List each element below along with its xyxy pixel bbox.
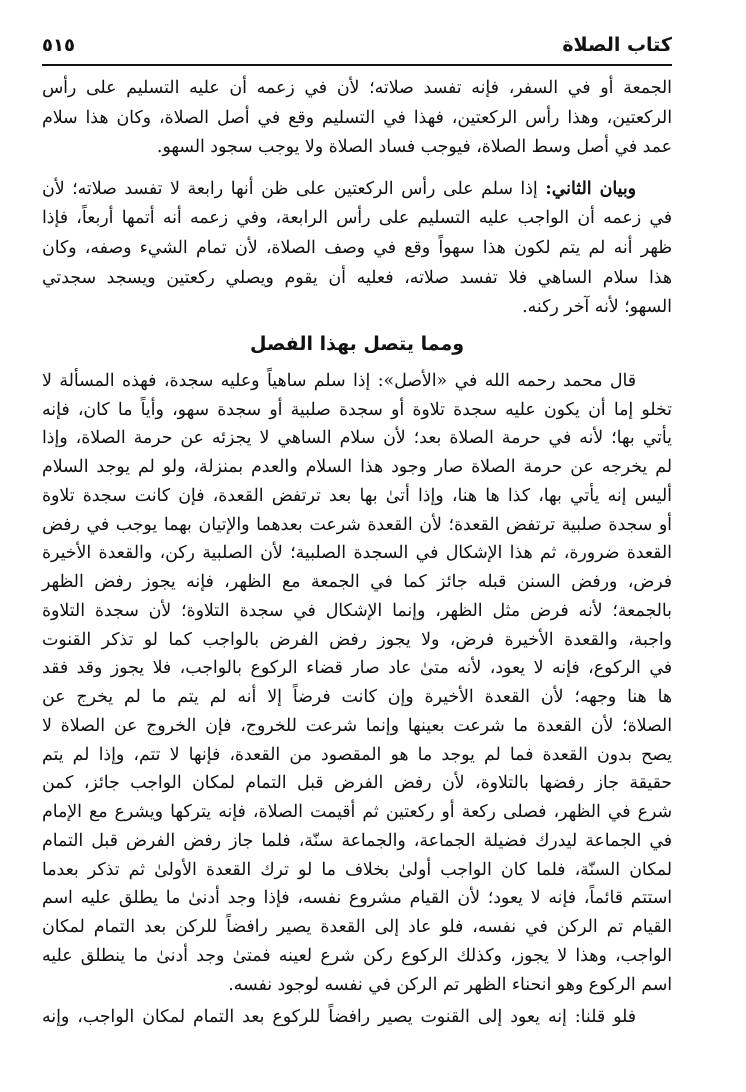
text-line: أو سجدة صلبية ترتفض القعدة؛ لأن القعدة شرعت بعدهما والإتيان بهما يوجب في رفض bbox=[42, 514, 672, 535]
text-line: فلو قلنا: إنه يعود إلى القنوت يصير رافضاً للركوع بعد التمام لمكان الواجب، وإنه bbox=[42, 1007, 636, 1028]
text-line: لم يخرجه عن حرمة الصلاة صار وجود هذا السلام والعدم بمنزلة، ولو لم يوجد السلام bbox=[42, 457, 672, 477]
text-line: فرض، ورفض السنن قبله جائز كما في الجمعة مع الظهر، فإنه يجوز رفض الظهر bbox=[42, 572, 672, 592]
text-line: ها هنا وجهه؛ لأن القعدة الأخيرة وإن كانت فرضاً إلا أنه لم يتم ما لم يخرج عن bbox=[42, 687, 672, 707]
text-line: لمكان السنّة، فلما كان الواجب أولىٰ بخلاف ما لو ترك القعدة الأولىٰ ثم تذكر بعدما bbox=[42, 859, 672, 880]
text-line: يصح بدون القعدة فما لم يوجد ما هو المقصود من القعدة، فإنها لا تتم، وإذا لم يتم bbox=[42, 744, 672, 765]
text-line: الركعتين، وهذا رأس الركعتين، فهذا في التسليم وقع في أصل الصلاة، وكان هذا سلام bbox=[42, 107, 672, 128]
text-line: أليس إنه يأتي بها، كذا ها هنا، وإذا أتىٰ بها بعد ترتفض القعدة، فإن كانت سجدة تلاوة bbox=[42, 485, 672, 506]
paragraph-4 bbox=[42, 1003, 672, 1032]
text-line: في زعمه أن الواجب عليه التسليم على رأس الرابعة، وفي زعمه أنه أتمها أربعاً، فإذا bbox=[42, 208, 672, 229]
text-line: ظهر أنه لم يتم لكون هذا سهواً وقع في وصف الصلاة، لأن تمام الشيء وصفه، وكان bbox=[42, 237, 672, 258]
text-line: واجبة، والقعدة الأخيرة فرض، ولا يجوز رفض الفرض بالواجب كما لو تذكر القنوت bbox=[42, 629, 672, 650]
text-line: قال محمد رحمه الله في «الأصل»: إذا سلم ساهياً وعليه سجدة، فهذه المسألة لا bbox=[42, 370, 636, 391]
page-body bbox=[42, 74, 672, 1036]
page-number: ٥١٥ bbox=[42, 35, 75, 56]
text-line: القعدة ضرورة، ثم هذا الإشكال في السجدة الصلبية؛ لأن الصلبية ركن، والقعدة الأخيرة bbox=[42, 543, 672, 564]
text-line: عمد في أصل وسط الصلاة، فيوجب فساد الصلاة ولا يوجب سجود السهو. bbox=[156, 137, 672, 158]
text-line: تخلو إما أن يكون عليه سجدة تلاوة أو سجدة صلبية أو سجدة سهو، وأياً ما كان، فإنه bbox=[42, 399, 672, 420]
running-title: كتاب الصلاة bbox=[562, 34, 672, 56]
text-line: القيام تم الركن في نفسه، فلو عاد إلى القعدة يصير رافضاً للركن بعد التمام لمكان bbox=[42, 917, 672, 937]
page-header bbox=[42, 26, 672, 56]
section-heading: ومما يتصل بهذا الفصل bbox=[249, 332, 465, 355]
paragraph-1 bbox=[42, 74, 672, 163]
text-line-rest: إذا سلم على رأس الركعتين على ظن أنها رابعة لا تفسد صلاته؛ لأن bbox=[42, 178, 538, 199]
text-line: يأتي بها؛ لأنه في حرمة الصلاة بعد؛ لأن سلام الساهي لا يجزئه عن حرمة الصلاة، وإذا bbox=[42, 428, 672, 449]
header-rule bbox=[42, 64, 672, 66]
text-line: الواجب، وهذا لا يجوز، وكذلك الركوع ركن شرع لعينه فمتىٰ وجد أدنىٰ ما ينطلق عليه bbox=[42, 945, 672, 966]
text-line: الجمعة أو في السفر، فإنه تفسد صلاته؛ لأن في زعمه أن عليه التسليم على رأس bbox=[42, 78, 672, 98]
text-line: اسم الركوع وهو انحناء الظهر تم الركن في نفسه لوجود نفسه. bbox=[228, 974, 672, 995]
text-line: حقيقة جاز رفضها بالتلاوة، لأن رفض الفرض قبل التمام لمكان الواجب جائز، كمن bbox=[42, 773, 672, 794]
text-line: الصلاة؛ لأن القعدة ما شرعت بعينها وإنما شرعت للخروج، فإن الخروج عن الصلاة لا bbox=[42, 715, 672, 736]
text-line: بالجمعة؛ لأنه فرض مثل الظهر، وإنما الإشكال في سجدة التلاوة؛ لأن سجدة التلاوة bbox=[42, 600, 672, 621]
text-line: استتم قائماً، فإنه لا يعود؛ لأن القيام مشروع نفسه، فإذا وجد أدنىٰ ما يطلق عليه اسم bbox=[42, 888, 672, 909]
book-page bbox=[42, 0, 672, 1092]
text-line: هذا سلام الساهي فلا تفسد صلاته، فعليه أن يقوم ويصلي ركعتين ويسجد سجدتي bbox=[42, 267, 672, 288]
text-line: السهو؛ لأنه آخر ركنه. bbox=[522, 297, 672, 318]
text-line bbox=[42, 175, 672, 205]
text-line: في الركوع، فإنه لا يعود، لأنه متىٰ عاد صار قضاء الركوع بالواجب، فلا يجوز وقد فقد bbox=[42, 658, 672, 679]
paragraph-3 bbox=[42, 367, 672, 1000]
paragraph-2 bbox=[42, 175, 672, 323]
text-line: في الجماعة ليدرك فضيلة الجماعة، والجماعة سنّة، فلما جاز رفض الفرض قبل التمام bbox=[42, 830, 672, 851]
text-line: شرع في الظهر، فصلى ركعة أو ركعتين ثم أقيمت الصلاة، فإنه يتركها ويشرع مع الإمام bbox=[42, 802, 672, 822]
paragraph-lead: وبيان الثاني: bbox=[545, 178, 637, 199]
